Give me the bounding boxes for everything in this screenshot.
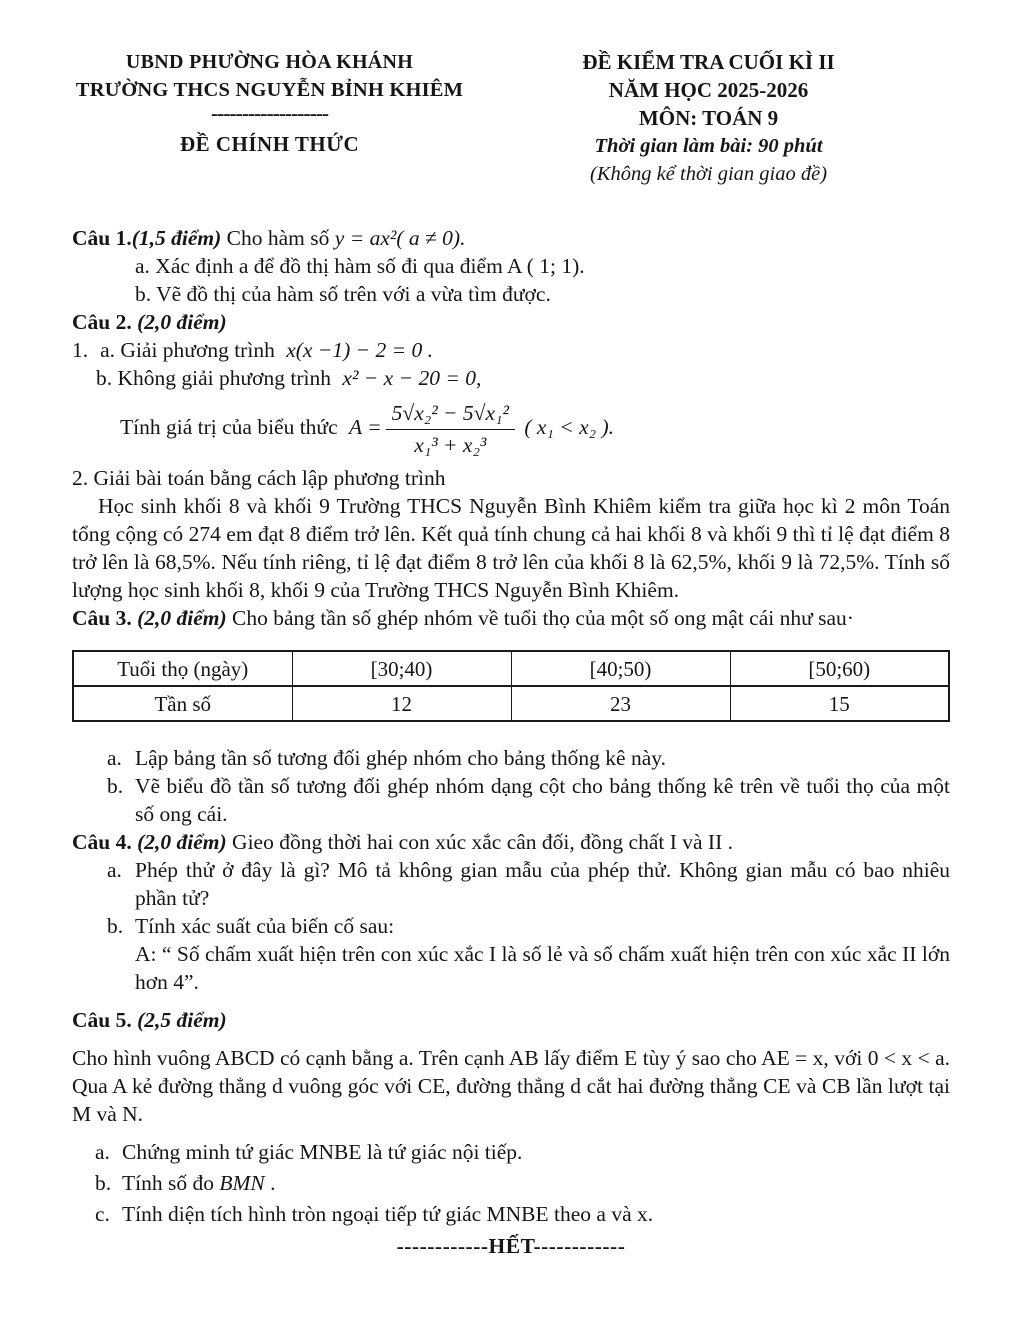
question-2-item-1a bbox=[72, 336, 950, 364]
expression-fraction bbox=[386, 400, 515, 458]
question-1-formula: y = ax²( a ≠ 0). bbox=[334, 226, 466, 250]
question-5-item-b bbox=[72, 1169, 950, 1197]
duration-note: (Không kể thời gian giao đề) bbox=[590, 163, 828, 185]
question-1-item-b: b. Vẽ đồ thị của hàm số trên với a vừa tìm được. bbox=[135, 282, 551, 306]
frequency-table bbox=[72, 650, 950, 722]
question-5-points: (2,5 điểm) bbox=[137, 1008, 227, 1032]
item-1b-formula: x² − x − 20 = 0, bbox=[342, 366, 482, 390]
question-2-item-1b bbox=[72, 364, 950, 392]
question-2-heading bbox=[72, 308, 950, 336]
table-cell-freq-2: 23 bbox=[511, 686, 730, 721]
item-text: Chứng minh tứ giác MNBE là tứ giác nội tiếp. bbox=[122, 1140, 523, 1164]
item-text: Tính số đo bbox=[122, 1171, 214, 1195]
item-text: Vẽ biểu đồ tần số tương đối ghép nhóm dạng cột cho bảng thống kê trên về tuổi thọ của một số ong cái. bbox=[135, 774, 950, 826]
question-5-heading bbox=[72, 1006, 950, 1034]
header-left-block bbox=[72, 48, 467, 188]
expression-lead: Tính giá trị của biểu thức bbox=[120, 414, 338, 439]
frequency-table-header-row bbox=[73, 651, 949, 686]
question-4-points: (2,0 điểm) bbox=[137, 830, 227, 854]
question-1-heading bbox=[72, 224, 950, 252]
question-2-expression bbox=[72, 400, 950, 458]
question-4-heading bbox=[72, 828, 950, 856]
item-1a-formula: x(x −1) − 2 = 0 . bbox=[286, 338, 433, 362]
school-name: TRƯỜNG THCS NGUYỄN BỈNH KHIÊM bbox=[75, 79, 464, 101]
question-3-text: Cho bảng tần số ghép nhóm về tuổi thọ của một số ong mật cái như sau· bbox=[232, 606, 854, 630]
official-exam-label: ĐỀ CHÍNH THỨC bbox=[179, 132, 360, 156]
question-1-label: Câu 1. bbox=[72, 226, 132, 250]
question-2-label: Câu 2. bbox=[72, 310, 132, 334]
item-text: Lập bảng tần số tương đối ghép nhóm cho bảng thống kê này. bbox=[135, 746, 666, 770]
question-1-intro: Cho hàm số bbox=[226, 226, 330, 250]
fraction-denominator: x₁³ + x₂³ bbox=[414, 433, 487, 457]
question-2-points: (2,0 điểm) bbox=[137, 310, 227, 334]
subject: MÔN: TOÁN 9 bbox=[638, 106, 779, 130]
expression-variable: A = bbox=[349, 414, 382, 439]
item-marker: a. bbox=[107, 858, 122, 882]
item-1b-prefix: b. Không giải phương trình bbox=[96, 366, 332, 390]
exam-header bbox=[72, 48, 950, 188]
question-3-item-b bbox=[72, 772, 950, 828]
question-5-item-c bbox=[72, 1200, 950, 1228]
angle-name: BMN bbox=[219, 1171, 265, 1195]
exam-title: ĐỀ KIỂM TRA CUỐI KÌ II bbox=[582, 50, 835, 74]
question-4-event-definition: A: “ Số chấm xuất hiện trên con xúc xắc I là số lẻ và số chấm xuất hiện trên con xúc xắc II lớn hơn 4”. bbox=[135, 942, 950, 994]
question-4-item-b bbox=[72, 912, 950, 940]
issuing-authority: UBND PHƯỜNG HÒA KHÁNH bbox=[125, 51, 414, 73]
school-year: NĂM HỌC 2025-2026 bbox=[608, 78, 809, 102]
question-4-item-a bbox=[72, 856, 950, 912]
table-cell-bin-1: [30;40) bbox=[292, 651, 511, 686]
fraction-numerator: 5√x₂² − 5√x₁² bbox=[386, 400, 515, 430]
item-text: Tính diện tích hình tròn ngoại tiếp tứ giác MNBE theo a và x. bbox=[122, 1202, 654, 1226]
question-3-points: (2,0 điểm) bbox=[137, 606, 227, 630]
item-marker: a. bbox=[107, 746, 122, 770]
question-2-word-problem: Học sinh khối 8 và khối 9 Trường THCS Nguyễn Bình Khiêm kiểm tra giữa học kì 2 môn Toán tổng cộng có 274 em đạt 8 điểm trở lên. Kết quả tính chung cả hai khối 8 và khối 9 thì tỉ lệ đạt điểm 8 trở lên là 68,5%. Nếu tính riêng, tỉ lệ đạt điểm 8 trở lên của khối 8 là 62,5%, khối 9 là 72,5%. Tính số lượng học sinh khối 8, khối 9 của Trường THCS Nguyễn Bình Khiêm. bbox=[72, 494, 950, 602]
table-cell-frequency-label: Tần số bbox=[73, 686, 292, 721]
duration: Thời gian làm bài: 90 phút bbox=[594, 135, 823, 157]
question-1-item-a: a. Xác định a để đồ thị hàm số đi qua điểm A ( 1; 1). bbox=[135, 254, 585, 278]
header-divider: ------------------- bbox=[211, 101, 329, 125]
item-marker: b. bbox=[95, 1171, 112, 1195]
header-right-block bbox=[467, 48, 950, 188]
item-marker: b. bbox=[107, 914, 124, 938]
question-3-heading bbox=[72, 604, 950, 632]
question-5-label: Câu 5. bbox=[72, 1008, 132, 1032]
item-1a-prefix: a. Giải phương trình bbox=[100, 338, 275, 362]
item-text: Phép thử ở đây là gì? Mô tả không gian mẫu của phép thử. Không gian mẫu có bao nhiêu phần tử? bbox=[135, 858, 950, 910]
item-tail: . bbox=[264, 1171, 276, 1195]
question-1-points: (1,5 điểm) bbox=[131, 226, 222, 250]
table-cell-freq-3: 15 bbox=[730, 686, 949, 721]
question-3-item-a bbox=[72, 744, 950, 772]
expression-condition: ( x₁ < x₂ ). bbox=[524, 414, 615, 439]
table-cell-freq-1: 12 bbox=[292, 686, 511, 721]
item-marker: a. bbox=[95, 1140, 110, 1164]
table-cell-bin-3: [50;60) bbox=[730, 651, 949, 686]
table-cell-lifespan-label: Tuổi thọ (ngày) bbox=[73, 651, 292, 686]
end-of-exam-marker: ------------HẾT------------ bbox=[396, 1234, 626, 1258]
question-3-label: Câu 3. bbox=[72, 606, 132, 630]
table-cell-bin-2: [40;50) bbox=[511, 651, 730, 686]
item-marker: c. bbox=[95, 1202, 110, 1226]
item-1-number: 1. bbox=[72, 338, 89, 362]
question-2-item-2: 2. Giải bài toán bằng cách lập phương trình bbox=[72, 466, 446, 490]
question-4-text: Gieo đồng thời hai con xúc xắc cân đối, đồng chất I và II . bbox=[232, 830, 733, 854]
question-5-item-a bbox=[72, 1138, 950, 1166]
item-marker: b. bbox=[107, 774, 124, 798]
item-text: Tính xác suất của biến cố sau: bbox=[135, 914, 395, 938]
frequency-table-value-row bbox=[73, 686, 949, 721]
question-4-label: Câu 4. bbox=[72, 830, 132, 854]
question-5-problem-statement: Cho hình vuông ABCD có cạnh bằng a. Trên cạnh AB lấy điểm E tùy ý sao cho AE = x, với 0 < x < a. Qua A kẻ đường thẳng d vuông góc với CE, đường thẳng d cắt hai đường thẳng CE và CB lần lượt tại M và N. bbox=[72, 1046, 950, 1126]
